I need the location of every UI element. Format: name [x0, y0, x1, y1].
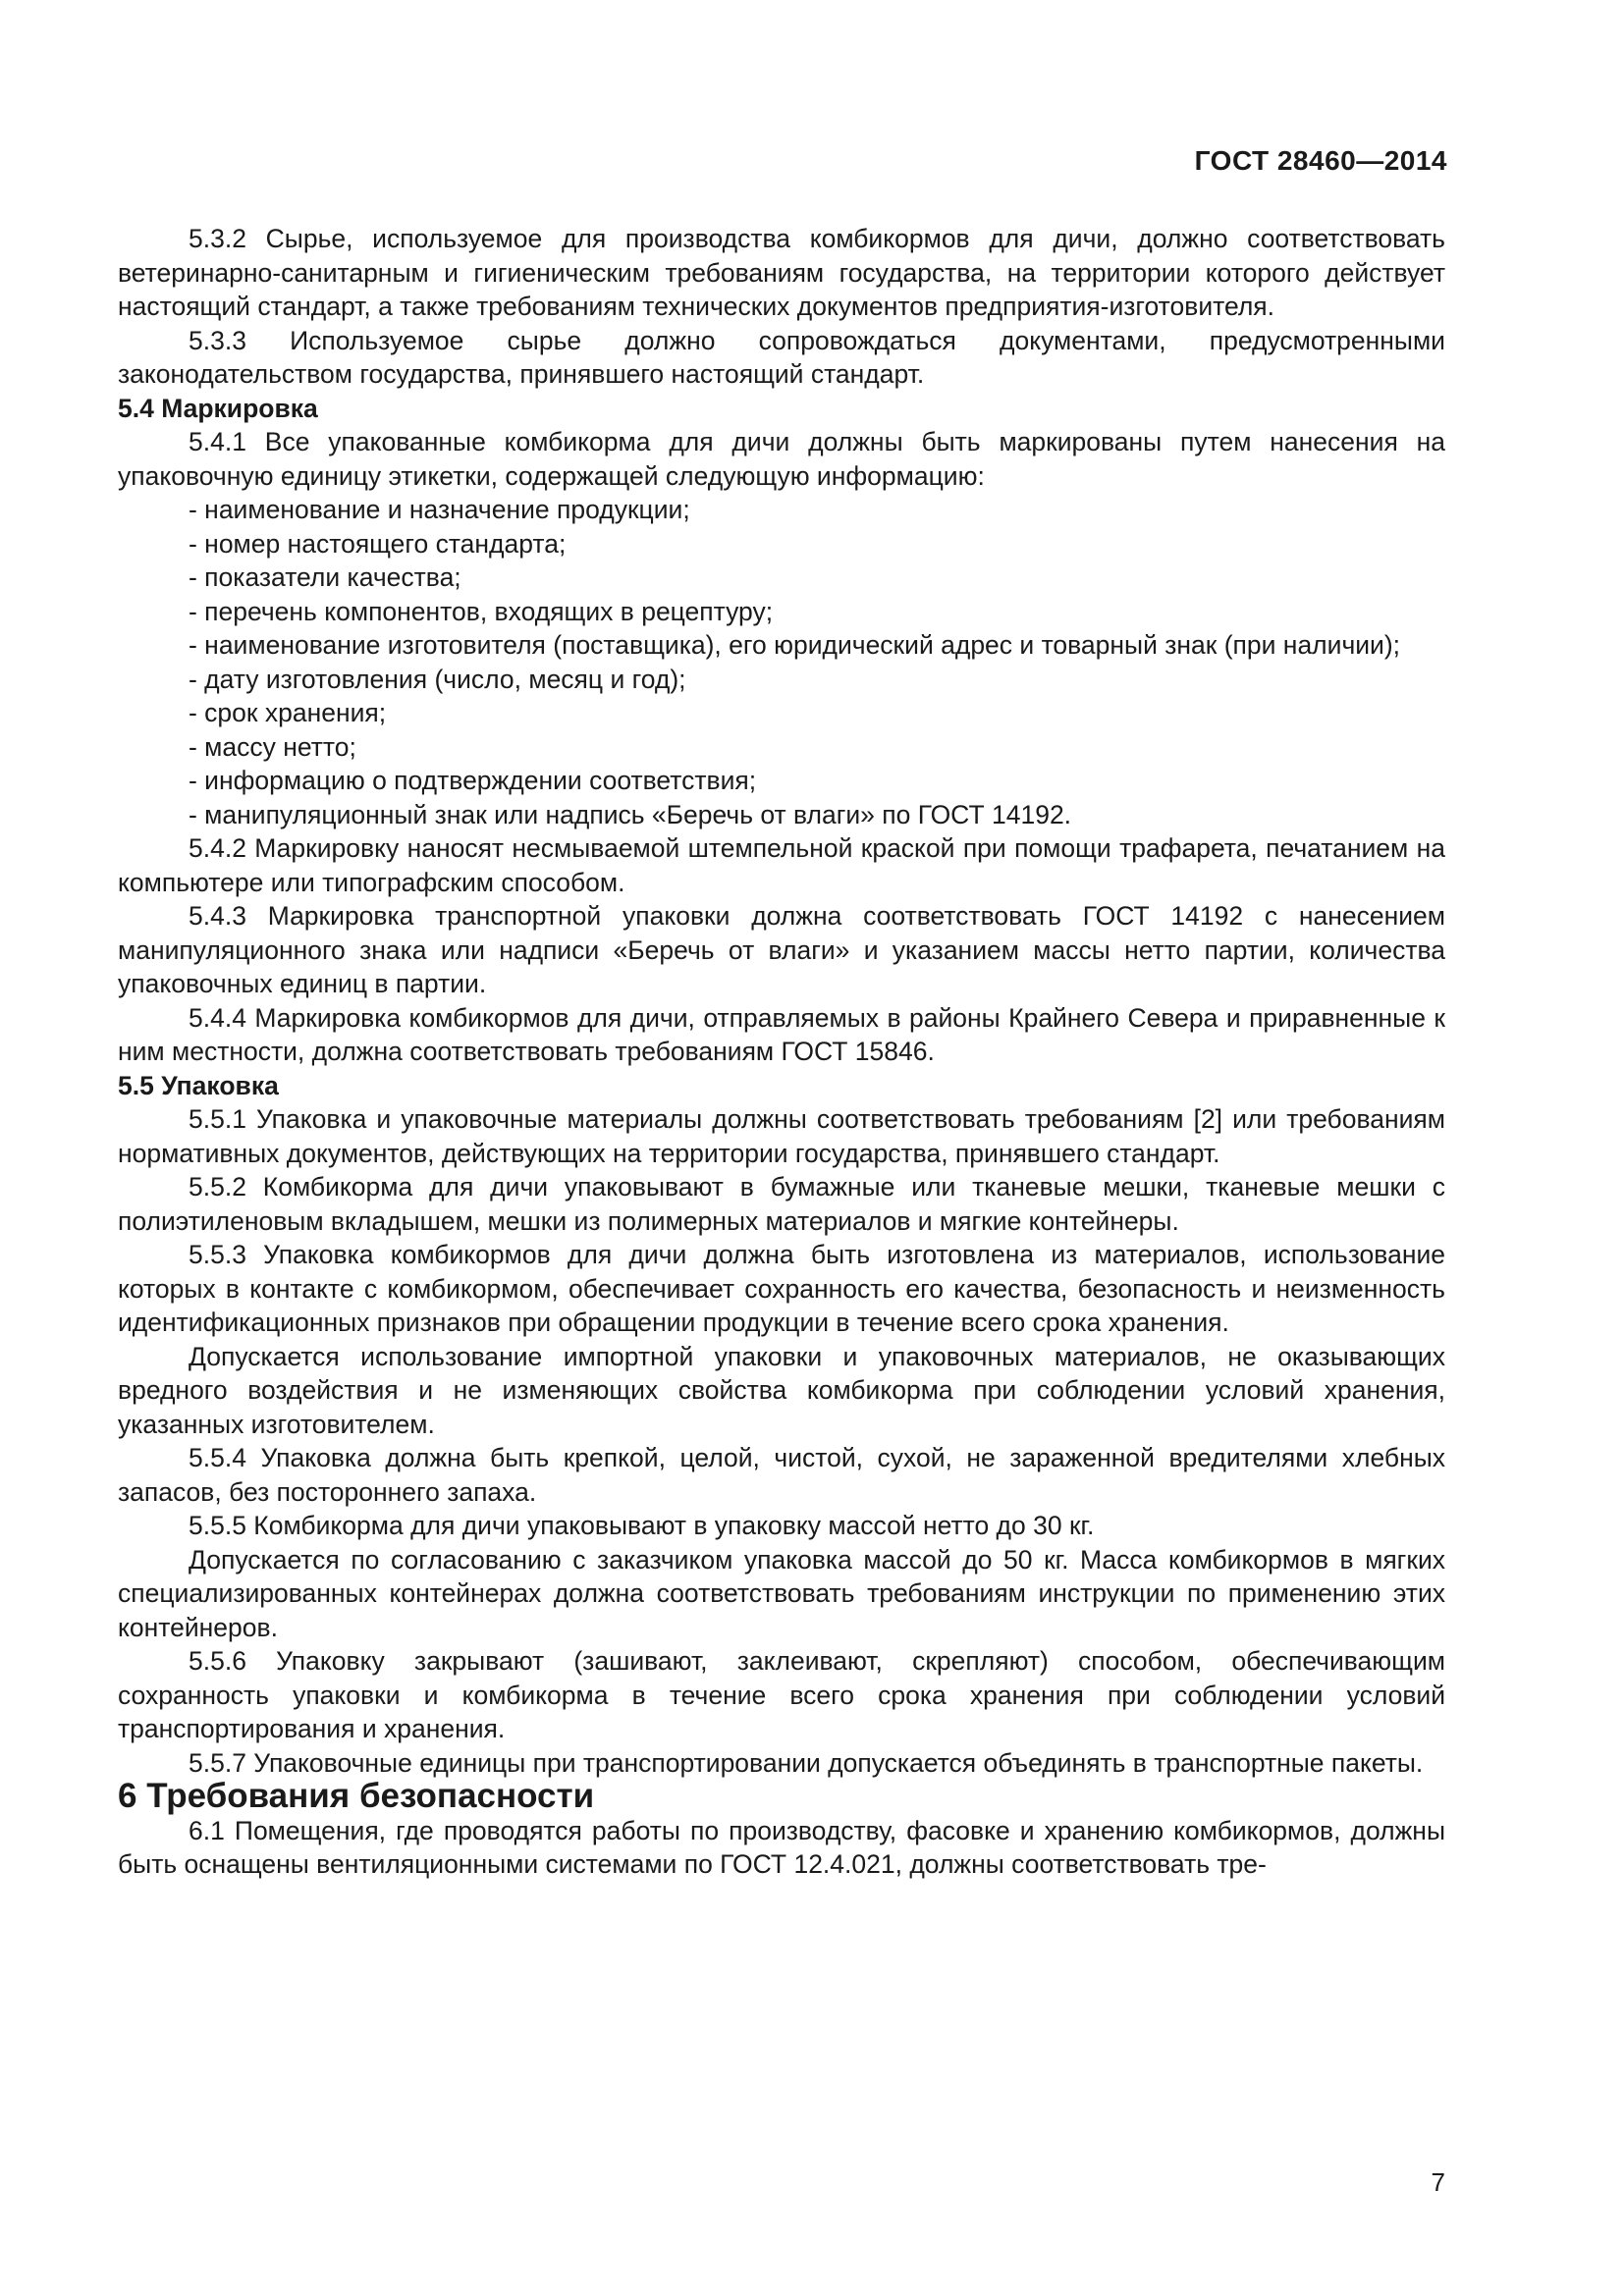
clause-5-5-5: 5.5.5 Комбикорма для дичи упаковывают в упаковку массой нетто до 30 кг. — [189, 1511, 1095, 1540]
list-item: - массу нетто; — [189, 731, 356, 762]
list-item: - дату изготовления (число, месяц и год); — [189, 664, 686, 694]
clause-6-1: 6.1 Помещения, где проводятся работы по производству, фасовке и хранению комбикормов, должны быть оснащены вентиляционными системами по ГОСТ 12.4.021, должны соответствовать тре- — [118, 1815, 1445, 1879]
clause-5-5-5-note: Допускается по согласованию с заказчиком упаковка массой до 50 кг. Масса комбикормов в мягких специализированных контейнерах должна соответствовать требованиям инструкции по применению этих контейнеров. — [118, 1544, 1445, 1642]
clause-5-5-6: 5.5.6 Упаковку закрывают (зашивают, заклеивают, скрепляют) способом, обеспечивающим сохранность упаковки и комбикорма в течение всего срока хранения при соблюдении условий транспортирования и хранения. — [118, 1646, 1445, 1743]
list-item: - перечень компонентов, входящих в рецептуру; — [189, 596, 774, 626]
section-heading-5-5: 5.5 Упаковка — [118, 1070, 279, 1100]
clause-5-5-1: 5.5.1 Упаковка и упаковочные материалы должны соответствовать требованиям [2] или требованиям нормативных документов, действующих на территории государства, принявшего стандарт. — [118, 1104, 1445, 1168]
list-item: - манипуляционный знак или надпись «Беречь от влаги» по ГОСТ 14192. — [189, 799, 1072, 829]
list-item: - показатели качества; — [189, 562, 461, 592]
clause-5-5-4: 5.5.4 Упаковка должна быть крепкой, целой, чистой, сухой, не зараженной вредителями хлебных запасов, без постороннего запаха. — [118, 1443, 1445, 1507]
clause-5-4-2: 5.4.2 Маркировку наносят несмываемой штемпельной краской при помощи трафарета, печатанием на компьютере или типографским способом. — [118, 833, 1445, 897]
clause-5-4-3: 5.4.3 Маркировка транспортной упаковки должна соответствовать ГОСТ 14192 с нанесением манипуляционного знака или надписи «Беречь от влаги» и указанием массы нетто партии, количества упаковочных единиц в партии. — [118, 901, 1445, 998]
document-body — [118, 222, 1445, 1882]
clause-5-4-1: 5.4.1 Все упакованные комбикорма для дичи должны быть маркированы путем нанесения на упаковочную единицу этикетки, содержащей следующую информацию: — [118, 427, 1445, 491]
list-item: - наименование и назначение продукции; — [189, 495, 690, 524]
list-item: - наименование изготовителя (поставщика), его юридический адрес и товарный знак (при наличии); — [189, 630, 1401, 660]
list-item: - информацию о подтверждении соответствия; — [189, 766, 757, 795]
section-heading-5-4: 5.4 Маркировка — [118, 393, 318, 423]
clause-5-5-2: 5.5.2 Комбикорма для дичи упаковывают в бумажные или тканевые мешки, тканевые мешки с полиэтиленовым вкладышем, мешки из полимерных материалов и мягкие контейнеры. — [118, 1172, 1445, 1236]
clause-5-5-3: 5.5.3 Упаковка комбикормов для дичи должна быть изготовлена из материалов, использование которых в контакте с комбикормом, обеспечивает сохранность его качества, безопасность и неизменность идентификационных признаков при обращении продукции в течение всего срока хранения. — [118, 1240, 1445, 1337]
list-item: - номер настоящего стандарта; — [189, 528, 567, 559]
clause-5-5-3-note: Допускается использование импортной упаковки и упаковочных материалов, не оказывающих вредного воздействия и не изменяющих свойства комбикорма при соблюдении условий хранения, указанных изготовителем. — [118, 1341, 1445, 1439]
clause-5-4-4: 5.4.4 Маркировка комбикормов для дичи, отправляемых в районы Крайнего Севера и приравненные к ним местности, должна соответствовать требованиям ГОСТ 15846. — [118, 1002, 1445, 1066]
chapter-heading-6: 6 Требования безопасности — [118, 1777, 595, 1815]
list-item: - срок хранения; — [189, 698, 387, 727]
clause-5-5-7: 5.5.7 Упаковочные единицы при транспортировании допускается объединять в транспортные пакеты. — [189, 1747, 1424, 1778]
clause-5-3-2: 5.3.2 Сырье, используемое для производства комбикормов для дичи, должно соответствовать ветеринарно-санитарным и гигиеническим требованиям государства, на территории которого действует настоящий стандарт, а также требованиям технических документов предприятия-изготовителя. — [118, 224, 1445, 321]
document-header: ГОСТ 28460—2014 — [1194, 145, 1447, 176]
page-number: 7 — [1431, 2167, 1445, 2197]
clause-5-3-3: 5.3.3 Используемое сырье должно сопровождаться документами, предусмотренными законодательством государства, принявшего настоящий стандарт. — [118, 325, 1445, 389]
